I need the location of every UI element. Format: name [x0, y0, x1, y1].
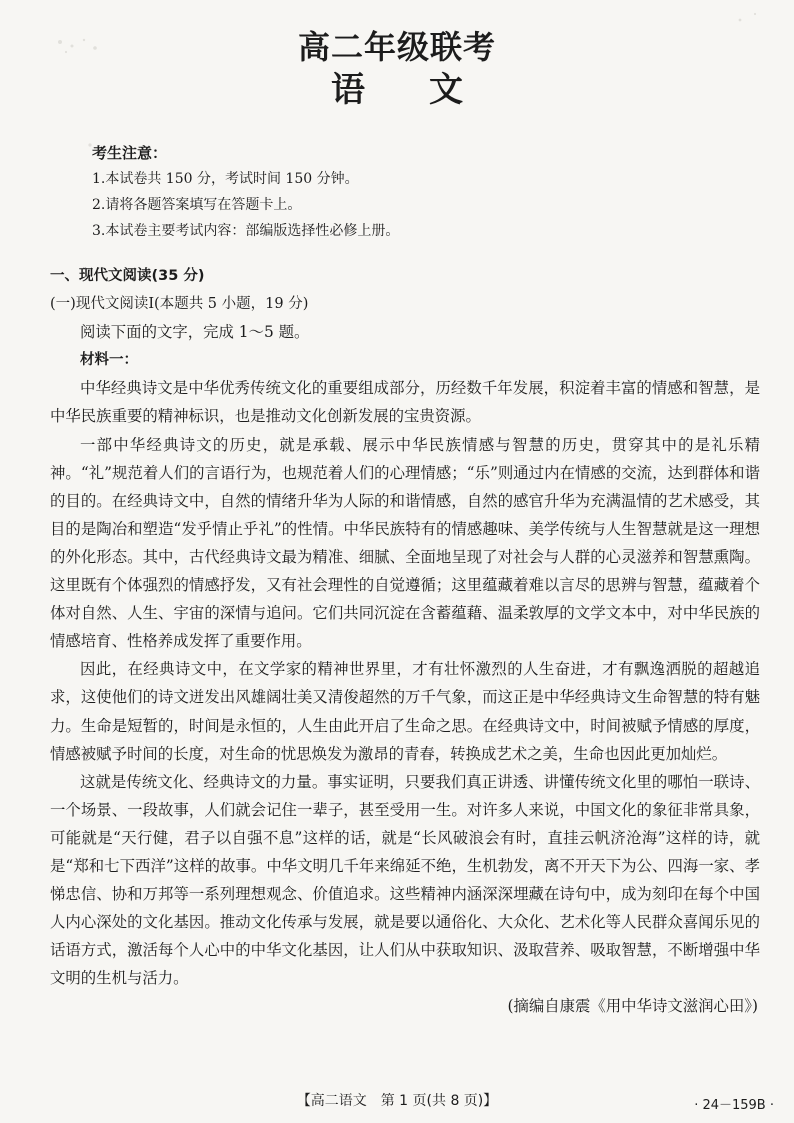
exam-title: 高二年级联考: [297, 28, 496, 66]
material-label: 材料一：: [80, 352, 138, 369]
notice-heading: 考生注意：: [92, 144, 168, 162]
paragraph: 因此，在经典诗文中，在文学家的精神世界里，才有壮怀激烈的人生奋进，才有飘逸洒脱的超越追求，这使他们的诗文迸发出风雄阔壮美又清俊超然的万千气象，而这正是中华经典诗文生命智慧的特有魅力。生命是短暂的，时间是永恒的，人生由此开启了生命之思。在经典诗文中，时间被赋予情感的厚度，情感被赋予时间的长度，对生命的忧思焕发为激昂的青春，转换成艺术之美，生命也因此更加灿烂。: [50, 660, 760, 763]
source-citation: (摘编自康震《用中华诗文滋润心田》): [507, 997, 758, 1016]
notice-item: 2.请将各题答案填写在答题卡上。: [92, 197, 302, 213]
subject-title: 语文: [331, 70, 527, 110]
paragraph: 一部中华经典诗文的历史，就是承载、展示中华民族情感与智慧的历史，贯穿其中的是礼乐精神。“礼”规范着人们的言语行为，也规范着人们的心理情感；“乐”则通过内在情感的交流，达到群体和谐的目的。在经典诗文中，自然的情绪升华为人际的和谐情感，自然的感官升华为充满温情的艺术感受，其目的是陶冶和塑造“发乎情止乎礼”的性情。中华民族特有的情感趣味、美学传统与人生智慧就是这一理想的外化形态。其中，古代经典诗文最为精准、细腻、全面地呈现了对社会与人群的心灵滋养和智慧熏陶。这里既有个体强烈的情感抒发，又有社会理性的自觉遵循；这里蕴藏着难以言尽的思辨与智慧，蕴藏着个体对自然、人生、宇宙的深情与追问。它们共同沉淀在含蓄蕴藉、温柔敦厚的文学文本中，对中华民族的情感培育、性格养成发挥了重要作用。: [50, 435, 760, 651]
candidate-notice: [92, 140, 399, 244]
instruction: 阅读下面的文字，完成 1～5 题。: [80, 323, 310, 342]
paragraph: 这就是传统文化、经典诗文的力量。事实证明，只要我们真正讲透、讲懂传统文化里的哪怕一联诗、一个场景、一段故事，人们就会记住一辈子，甚至受用一生。对许多人来说，中国文化的象征非常具象，可能就是“天行健，君子以自强不息”这样的话，就是“长风破浪会有时，直挂云帆济沧海”这样的诗，就是“郑和七下西洋”这样的故事。中华文明几千年来绵延不绝，生机勃发，离不开天下为公、四海一家、孝悌忠信、协和万邦等一系列理想观念、价值追求。这些精神内涵深深埋藏在诗句中，成为刻印在每个中国人内心深处的文化基因。推动文化传承与发展，就是要以通俗化、大众化、艺术化等人民群众喜闻乐见的话语方式，激活每个人心中的中华文化基因，让人们从中获取知识、汲取营养、吸取智慧，不断增强中华文明的生机与活力。: [50, 772, 760, 988]
exam-code: · 24－159B ·: [694, 1098, 774, 1113]
page-footer: 【高二语文 第 1 页(共 8 页)】: [296, 1093, 498, 1109]
section-title: 一、现代文阅读(35 分): [50, 268, 205, 284]
notice-item: 1.本试卷共 150 分，考试时间 150 分钟。: [92, 171, 359, 187]
paragraph: 中华经典诗文是中华优秀传统文化的重要组成部分，历经数千年发展，积淀着丰富的情感和智慧，是中华民族重要的精神标识，也是推动文化创新发展的宝贵资源。: [50, 379, 760, 426]
reading-section: [50, 262, 760, 1021]
notice-item: 3.本试卷主要考试内容：部编版选择性必修上册。: [92, 223, 400, 239]
subsection-title: (一)现代文阅读Ⅰ(本题共 5 小题，19 分): [50, 296, 309, 313]
